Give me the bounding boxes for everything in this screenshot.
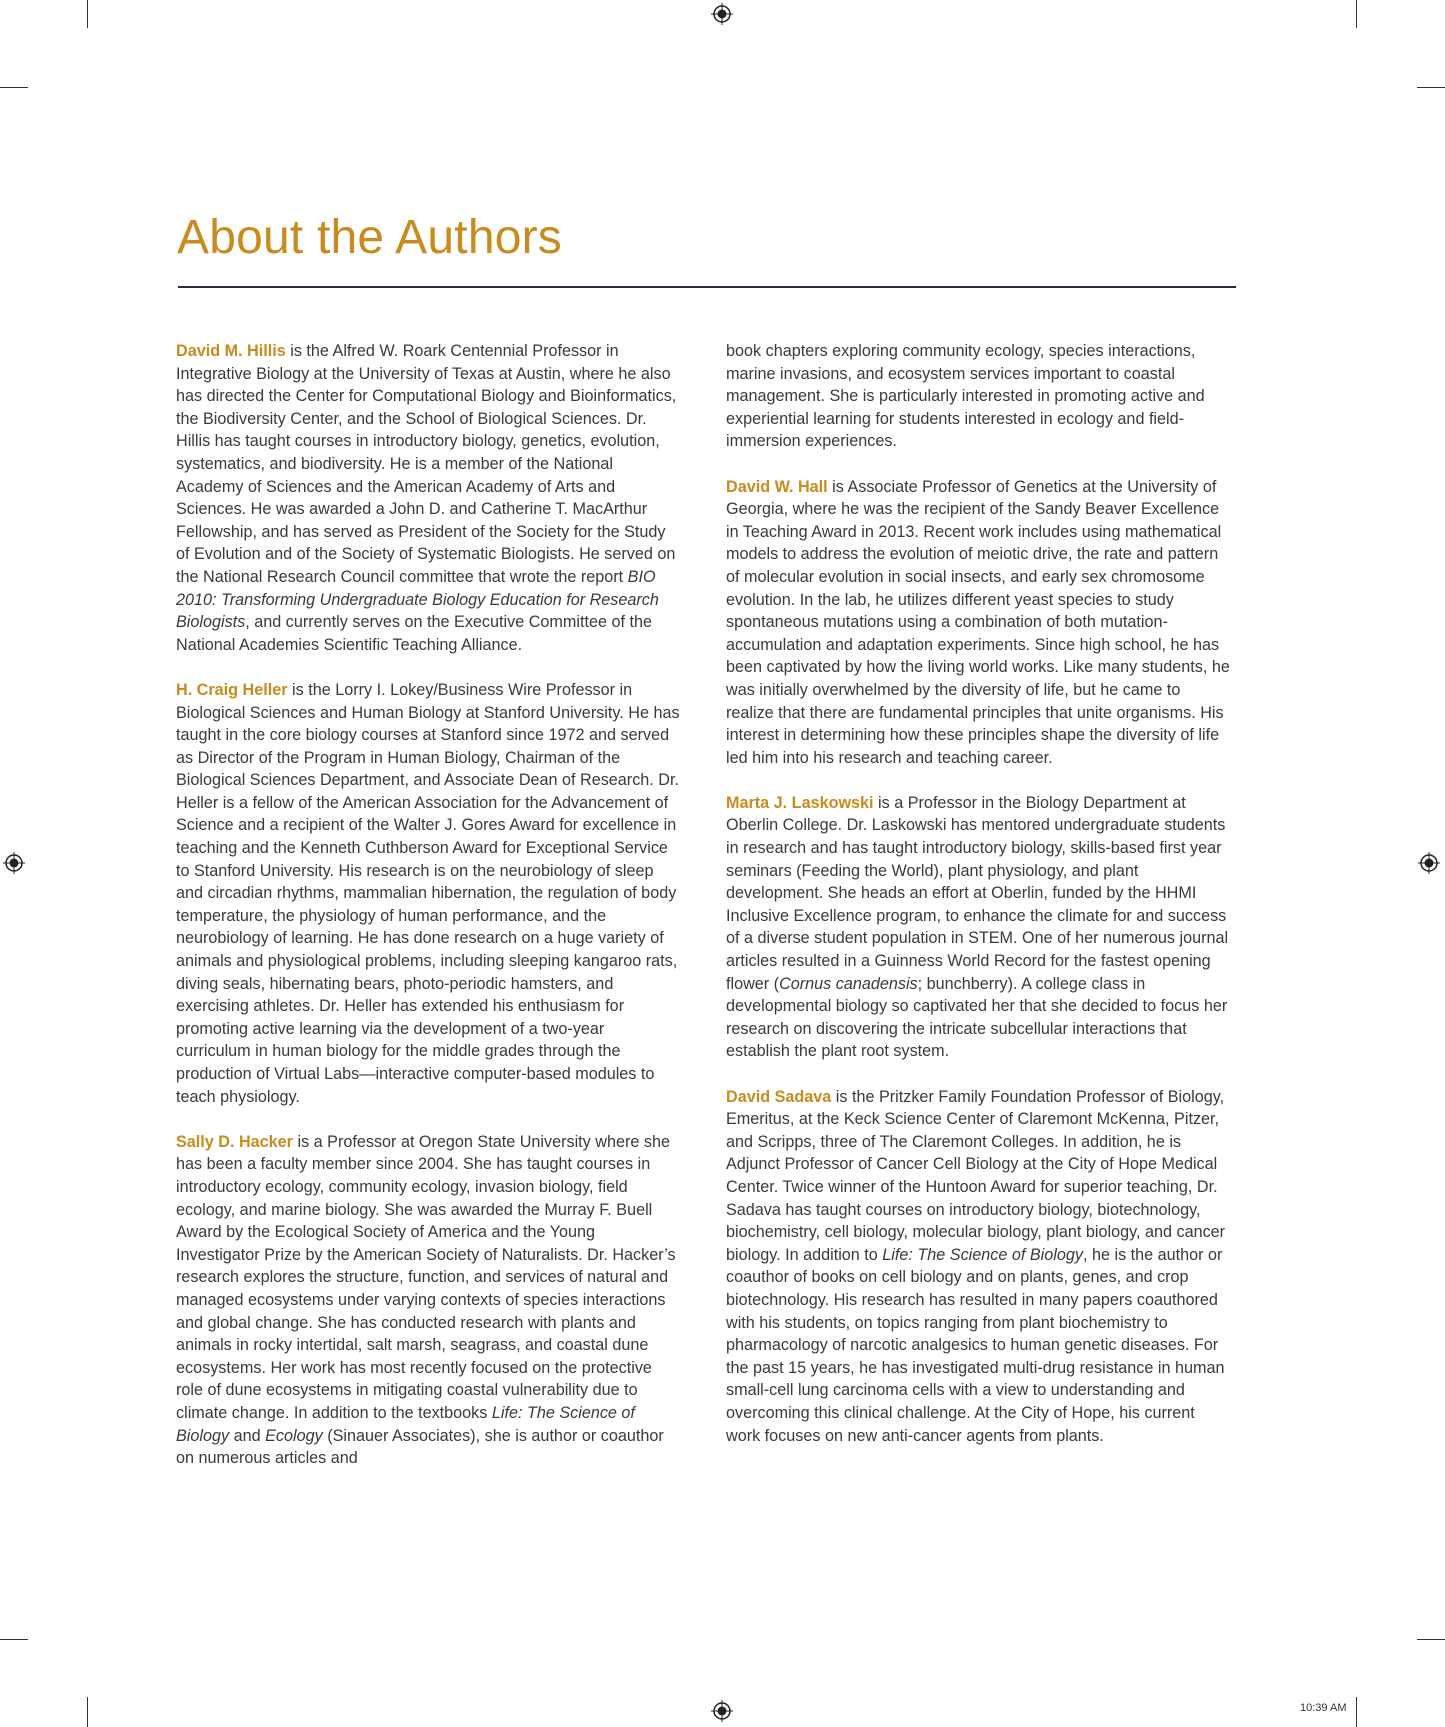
author-name: H. Craig Heller bbox=[176, 680, 288, 699]
registration-mark-icon bbox=[711, 1700, 733, 1722]
bio-italic-text: Life: The Science of Biology bbox=[176, 1403, 635, 1445]
bio-paragraph bbox=[726, 476, 1231, 770]
registration-mark-icon bbox=[3, 852, 25, 874]
crop-mark bbox=[0, 87, 28, 88]
crop-mark bbox=[87, 1697, 88, 1727]
registration-mark-icon bbox=[1418, 852, 1440, 874]
bio-italic-text: BIO 2010: Transforming Undergraduate Biology Education for Research Biologists bbox=[176, 567, 659, 632]
bio-text: , and currently serves on the Executive Committee of the National Academies Scientific Teaching Alliance. bbox=[176, 613, 652, 654]
bio-paragraph bbox=[726, 792, 1231, 1063]
bio-text: is the Lorry I. Lokey/Business Wire Professor in Biological Sciences and Human Biology at Stanford University. He has taught in the core biology courses at Stanford since 1972 and served as Director of the Program in Human Biology, Chairman of the Biological Sciences Department, and Associate Dean of Research. Dr. Heller is a fellow of the American Association for the Advancement of Science and a recipient of the Walter J. Gores Award for excellence in teaching and the Kenneth Cuthberson Award for Exceptional Service to Stanford University. His research is on the neurobiology of sleep and circadian rhythms, mammalian hibernation, the regulation of body temperature, the physiology of human performance, and the neurobiology of learning. He has done research on a huge variety of animals and physiological problems, including sleeping kangaroo rats, diving seals, hibernating bears, photo-periodic hamsters, and exercising athletes. Dr. Heller has extended his enthusiasm for promoting active learning via the development of a two-year curriculum in human biology for the middle grades through the production of Virtual Labs—interactive computer-based modules to teach physiology. bbox=[176, 680, 680, 1106]
crop-mark bbox=[1356, 1697, 1357, 1727]
bio-text: (Sinauer Associates), she is author or coauthor on numerous articles and bbox=[176, 1426, 664, 1468]
registration-mark-icon bbox=[711, 3, 733, 25]
bio-text: is Associate Professor of Genetics at the University of Georgia, where he was the recipient of the Sandy Beaver Excellence in Teaching Award in 2013. Recent work includes using mathematical models to address the evolution of meiotic drive, the rate and pattern of molecular evolution in social insects, and early sex chromosome evolution. In the lab, he utilizes different yeast species to study spontaneous mutations using a combination of both mutation-accumulation and adaptation experiments. Since high school, he has been captivated by how the living world works. Like many students, he was initially overwhelmed by the diversity of life, but he came to realize that there are fundamental principles that unite organisms. His interest in determining how these principles shape the diversity of life led him into his research and teaching career. bbox=[726, 477, 1230, 767]
bio-paragraph bbox=[176, 1131, 681, 1470]
bio-italic-text: Cornus canadensis bbox=[779, 974, 918, 993]
bio-text: is a Professor in the Biology Department at Oberlin College. Dr. Laskowski has mentored undergraduate students in research and has taught introductory biology, skills-based first year seminars (Feeding the World), plant physiology, and plant development. She heads an effort at Oberlin, funded by the HHMI Inclusive Excellence program, to enhance the climate for and success of a diverse student population in STEM. One of her numerous journal articles resulted in a Guinness World Record for the fastest opening flower ( bbox=[726, 793, 1229, 993]
bio-text: is the Alfred W. Roark Centennial Professor in Integrative Biology at the University of Texas at Austin, where he also has directed the Center for Computational Biology and Bioinformatics, the Biodiversity Center, and the School of Biological Sciences. Dr. Hillis has taught courses in introductory biology, genetics, evolution, systematics, and biodiversity. He is a member of the National Academy of Sciences and the American Academy of Arts and Sciences. He was awarded a John D. and Catherine T. MacArthur Fellowship, and has served as President of the Society for the Study of Evolution and of the Society of Systematic Biologists. He served on the National Research Council committee that wrote the report bbox=[176, 342, 677, 586]
bio-paragraph bbox=[726, 1086, 1231, 1448]
bio-text: ; bunchberry). A college class in developmental biology so captivated her that she decided to focus her research on discovering the intricate subcellular interactions that establish the plant root system. bbox=[726, 974, 1228, 1061]
crop-mark bbox=[87, 0, 88, 28]
crop-mark bbox=[0, 1639, 28, 1640]
author-name: David W. Hall bbox=[726, 477, 828, 496]
bio-italic-text: Ecology bbox=[265, 1426, 323, 1445]
bio-text: , he is the author or coauthor of books on cell biology and on plants, genes, and crop biotechnology. His research has resulted in many papers coauthored with his students, on topics ranging from plant biochemistry to pharmacology of narcotic analgesics to human genetic diseases. For the past 15 years, he has investigated multi-drug resistance in human small-cell lung carcinoma cells with a view to understanding and overcoming this clinical challenge. At the City of Hope, his current work focuses on new anti-cancer agents from plants. bbox=[726, 1245, 1225, 1445]
right-column bbox=[726, 340, 1231, 1470]
left-column bbox=[176, 340, 681, 1492]
bio-continuation: book chapters exploring community ecology, species interactions, marine invasions, and ecosystem services important to coastal management. She is particularly interested in promoting active and experiential learning for students interested in ecology and field-immersion experiences. bbox=[726, 342, 1205, 451]
crop-mark bbox=[1417, 87, 1445, 88]
author-name: Sally D. Hacker bbox=[176, 1132, 293, 1151]
page-title: About the Authors bbox=[177, 211, 563, 264]
bio-paragraph bbox=[176, 679, 681, 1108]
author-name: David Sadava bbox=[726, 1087, 832, 1106]
bio-text: is the Pritzker Family Foundation Professor of Biology, Emeritus, at the Keck Science Center of Claremont McKenna, Pitzer, and Scripps, three of The Claremont Colleges. In addition, he is Adjunct Professor of Cancer Cell Biology at the City of Hope Medical Center. Twice winner of the Huntoon Award for superior teaching, Dr. Sadava has taught courses on introductory biology, biotechnology, biochemistry, cell biology, molecular biology, plant biology, and cancer biology. In addition to bbox=[726, 1087, 1226, 1264]
print-timestamp: 10:39 AM bbox=[1300, 1702, 1347, 1714]
crop-mark bbox=[1417, 1639, 1445, 1640]
bio-text: is a Professor at Oregon State University where she has been a faculty member since 2004. She has taught courses in introductory ecology, community ecology, invasion biology, field ecology, and marine biology. She was awarded the Murray F. Buell Award by the Ecological Society of America and the Young Investigator Prize by the American Society of Naturalists. Dr. Hacker’s research explores the structure, function, and services of natural and managed ecosystems under varying contexts of species interactions and global change. She has conducted research with plants and animals in rocky intertidal, salt marsh, seagrass, and coastal dune ecosystems. Her work has most recently focused on the protective role of dune ecosystems in mitigating coastal vulnerability due to climate change. In addition to the textbooks bbox=[176, 1132, 676, 1422]
bio-italic-text: Life: The Science of Biology bbox=[882, 1245, 1083, 1264]
bio-text: and bbox=[229, 1426, 266, 1445]
title-rule bbox=[178, 286, 1236, 288]
crop-mark bbox=[1356, 0, 1357, 28]
author-name: Marta J. Laskowski bbox=[726, 793, 874, 812]
author-name: David M. Hillis bbox=[176, 342, 286, 360]
bio-paragraph bbox=[176, 340, 681, 656]
